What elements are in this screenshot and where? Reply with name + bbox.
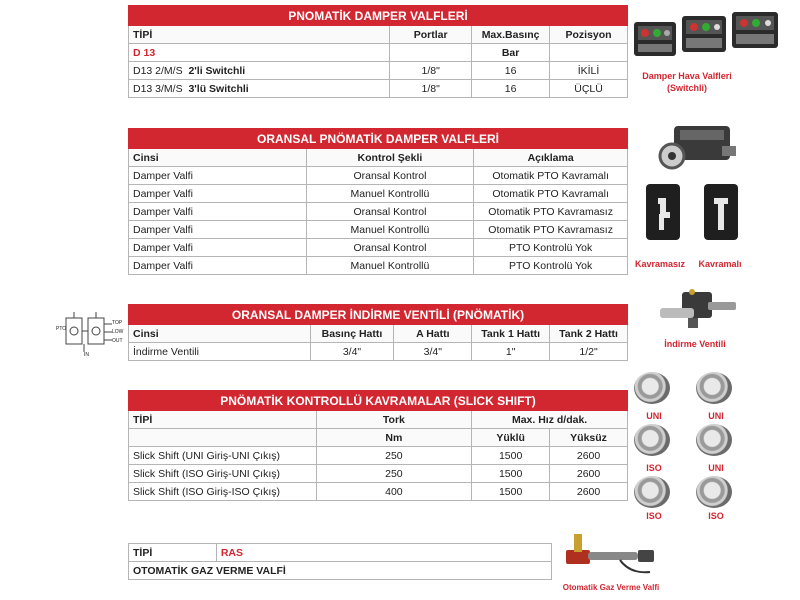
clutch-table bbox=[128, 390, 628, 501]
gas-type-label: TİPİ bbox=[129, 544, 217, 562]
table-row bbox=[129, 185, 628, 203]
row-position: ÜÇLÜ bbox=[550, 80, 628, 98]
clutch-image bbox=[634, 476, 670, 508]
diagram-label-low: LOW bbox=[112, 329, 124, 335]
cell: Manuel Kontrollü bbox=[306, 221, 474, 239]
damper-pressure-unit: Bar bbox=[472, 44, 550, 62]
switch-valve-icon bbox=[732, 12, 778, 48]
proportional-col-desc: Açıklama bbox=[474, 149, 628, 167]
clutch-image bbox=[696, 476, 732, 508]
damper-switch-images bbox=[632, 10, 782, 65]
clutch-caption: UNI bbox=[708, 411, 724, 421]
lowering-valve-table bbox=[128, 304, 628, 361]
clutch-col-type: TİPİ bbox=[129, 411, 317, 429]
lowering-valve-diagram bbox=[54, 308, 124, 360]
cell: PTO Kontrolü Yok bbox=[474, 239, 628, 257]
cell: Slick Shift (ISO Giriş-ISO Çıkış) bbox=[129, 483, 317, 501]
switch-valve-icon bbox=[634, 22, 676, 56]
cell: 1500 bbox=[472, 447, 550, 465]
lowering-table-title: ORANSAL DAMPER İNDİRME VENTİLİ (PNÖMATİK) bbox=[129, 305, 628, 325]
damper-model-code: D 13 bbox=[129, 44, 390, 62]
table-row bbox=[129, 239, 628, 257]
lowering-col-pressure-line: Basınç Hattı bbox=[310, 325, 394, 343]
damper-col-type: TİPİ bbox=[129, 26, 390, 44]
cell: Oransal Kontrol bbox=[306, 203, 474, 221]
table-row bbox=[129, 221, 628, 239]
clutch-image bbox=[696, 372, 732, 404]
table-row bbox=[129, 80, 628, 98]
row-position: İKİLİ bbox=[550, 62, 628, 80]
damper-col-position: Pozisyon bbox=[550, 26, 628, 44]
proportional-valves-table bbox=[128, 128, 628, 275]
row-ports: 1/8" bbox=[390, 62, 472, 80]
clutch-caption: ISO bbox=[708, 511, 724, 521]
damper-valves-table bbox=[128, 5, 628, 98]
lowering-image-caption: İndirme Ventili bbox=[664, 339, 726, 349]
clutch-caption: UNI bbox=[646, 411, 662, 421]
lever-clutched-image bbox=[704, 184, 738, 240]
cell: Manuel Kontrollü bbox=[306, 185, 474, 203]
gas-valve-caption: Otomatik Gaz Verme Valfi bbox=[562, 583, 660, 592]
table-row bbox=[129, 62, 628, 80]
cell: Damper Valfi bbox=[129, 185, 307, 203]
lever-caption-unclutched: Kavramasız bbox=[634, 259, 686, 269]
cell: 1500 bbox=[472, 465, 550, 483]
clutch-sub-unloaded: Yüksüz bbox=[550, 429, 628, 447]
clutch-image bbox=[696, 424, 732, 456]
cell: 3/4" bbox=[310, 343, 394, 361]
cell: 3/4" bbox=[394, 343, 472, 361]
lowering-col-tank1: Tank 1 Hattı bbox=[472, 325, 550, 343]
cell: İndirme Ventili bbox=[129, 343, 311, 361]
lowering-col-a-line: A Hattı bbox=[394, 325, 472, 343]
cell: Damper Valfi bbox=[129, 167, 307, 185]
proportional-col-type: Cinsi bbox=[129, 149, 307, 167]
lever-unclutched-image bbox=[646, 184, 680, 240]
row-pressure: 16 bbox=[472, 80, 550, 98]
cell: Damper Valfi bbox=[129, 203, 307, 221]
clutch-sub-nm: Nm bbox=[316, 429, 472, 447]
cell: Damper Valfi bbox=[129, 257, 307, 275]
clutch-table-title: PNÖMATİK KONTROLLÜ KAVRAMALAR (SLICK SHIFT) bbox=[129, 391, 628, 411]
cell: 2600 bbox=[550, 447, 628, 465]
diagram-label-pto: PTO bbox=[56, 326, 67, 332]
cell: Otomatik PTO Kavramalı bbox=[474, 185, 628, 203]
table-row bbox=[129, 447, 628, 465]
cell: 250 bbox=[316, 447, 472, 465]
cell: 400 bbox=[316, 483, 472, 501]
damper-image-caption: Damper Hava Valfleri (Switchli) bbox=[642, 71, 732, 93]
cell: Otomatik PTO Kavramasız bbox=[474, 221, 628, 239]
cell: Otomatik PTO Kavramasız bbox=[474, 203, 628, 221]
row-ports: 1/8" bbox=[390, 80, 472, 98]
proportional-table-title: ORANSAL PNÖMATİK DAMPER VALFLERİ bbox=[129, 129, 628, 149]
table-row bbox=[129, 203, 628, 221]
gas-type-value: RAS bbox=[216, 544, 551, 562]
row-type: D13 3/M/S bbox=[133, 82, 183, 95]
switch-valve-icon bbox=[682, 16, 726, 52]
gas-valve-image bbox=[560, 528, 660, 580]
table-row bbox=[129, 465, 628, 483]
table-row bbox=[129, 343, 628, 361]
row-type-desc: 2'li Switchli bbox=[188, 64, 246, 77]
clutch-col-speed: Max. Hız d/dak. bbox=[472, 411, 628, 429]
cell: Slick Shift (UNI Giriş-UNI Çıkış) bbox=[129, 447, 317, 465]
clutch-image bbox=[634, 424, 670, 456]
clutch-col-torque: Tork bbox=[316, 411, 472, 429]
cell: PTO Kontrolü Yok bbox=[474, 257, 628, 275]
cell: Damper Valfi bbox=[129, 221, 307, 239]
cell: Oransal Kontrol bbox=[306, 239, 474, 257]
damper-col-ports: Portlar bbox=[390, 26, 472, 44]
clutch-caption: ISO bbox=[646, 511, 662, 521]
table-row bbox=[129, 167, 628, 185]
cell: 250 bbox=[316, 465, 472, 483]
lowering-valve-image bbox=[652, 288, 742, 334]
table-row bbox=[129, 483, 628, 501]
cell: Oransal Kontrol bbox=[306, 167, 474, 185]
clutch-sub-loaded: Yüklü bbox=[472, 429, 550, 447]
damper-table-title: PNOMATİK DAMPER VALFLERİ bbox=[129, 6, 628, 26]
gas-valve-name: OTOMATİK GAZ VERME VALFİ bbox=[129, 562, 552, 580]
cell: Damper Valfi bbox=[129, 239, 307, 257]
lever-caption-clutched: Kavramalı bbox=[698, 259, 742, 269]
proportional-valve-image bbox=[652, 120, 742, 172]
cell: 1500 bbox=[472, 483, 550, 501]
row-type-desc: 3'lü Switchli bbox=[188, 82, 249, 95]
diagram-label-top: TOP bbox=[112, 320, 123, 326]
cell: 2600 bbox=[550, 483, 628, 501]
diagram-label-in: IN bbox=[84, 352, 89, 358]
row-type: D13 2/M/S bbox=[133, 64, 183, 77]
clutch-image bbox=[634, 372, 670, 404]
cell: Otomatik PTO Kavramalı bbox=[474, 167, 628, 185]
cell: 2600 bbox=[550, 465, 628, 483]
cell: 1" bbox=[472, 343, 550, 361]
cell: 1/2" bbox=[550, 343, 628, 361]
diagram-label-out: OUT bbox=[112, 338, 123, 344]
cell: Manuel Kontrollü bbox=[306, 257, 474, 275]
clutch-caption: UNI bbox=[708, 463, 724, 473]
gas-valve-table bbox=[128, 543, 552, 580]
proportional-col-control: Kontrol Şekli bbox=[306, 149, 474, 167]
lowering-col-tank2: Tank 2 Hattı bbox=[550, 325, 628, 343]
clutch-caption: ISO bbox=[646, 463, 662, 473]
cell: Slick Shift (ISO Giriş-UNI Çıkış) bbox=[129, 465, 317, 483]
lowering-col-type: Cinsi bbox=[129, 325, 311, 343]
damper-col-pressure: Max.Basınç bbox=[472, 26, 550, 44]
row-pressure: 16 bbox=[472, 62, 550, 80]
table-row bbox=[129, 257, 628, 275]
